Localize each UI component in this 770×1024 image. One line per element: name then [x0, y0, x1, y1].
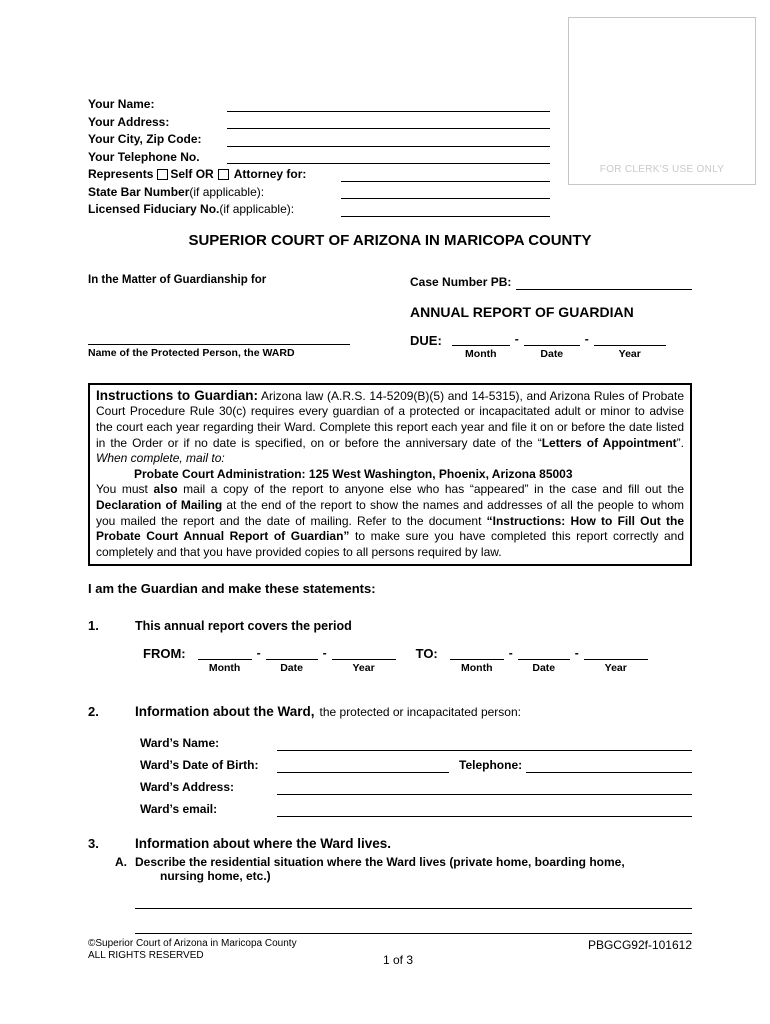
case-number-row — [410, 274, 692, 290]
due-date-input-line[interactable] — [524, 333, 580, 346]
your-city-zip-input-line[interactable] — [227, 133, 550, 147]
report-period-row — [143, 647, 692, 675]
instructions-text: also — [153, 482, 178, 497]
month-caption: Month — [465, 348, 497, 361]
instructions-text: “Instructions: How to Fill Out the Probate Court Annual Report of Guardian” — [96, 513, 684, 544]
section-2-subtitle: the protected or incapacitated person: — [319, 704, 521, 719]
to-label: TO: — [415, 646, 438, 662]
date-caption: Date — [280, 662, 303, 675]
filer-info-block — [88, 94, 550, 217]
residence-answer-line-2[interactable] — [135, 909, 692, 934]
date-caption: Date — [540, 348, 564, 361]
ward-dob-input-line[interactable] — [277, 759, 449, 773]
section-2-heading — [88, 704, 692, 720]
dash-separator: - — [584, 332, 589, 347]
instructions-text: Declaration of Mailing — [96, 498, 223, 513]
attorney-for-input-line[interactable] — [341, 168, 550, 182]
instructions-text: mail a copy of the report to anyone else who has “appeared” in the case and fill out the — [177, 482, 685, 497]
instructions-paragraph-1 — [96, 388, 684, 467]
section-1-title: This annual report covers the period — [135, 619, 352, 634]
case-number-input-line[interactable] — [516, 276, 692, 290]
section-1-heading — [88, 618, 692, 634]
from-label: FROM: — [143, 646, 186, 662]
due-label: DUE: — [410, 333, 442, 349]
statements-heading: I am the Guardian and make these statements: — [88, 581, 376, 597]
case-number-label: Case Number PB: — [410, 275, 512, 290]
due-year-input-line[interactable] — [594, 333, 666, 346]
item-a-text-line1: Describe the residential situation where the Ward lives (private home, boarding home, — [135, 854, 625, 869]
ward-name-row — [140, 729, 692, 751]
state-bar-input-line[interactable] — [341, 185, 550, 199]
dash-separator: - — [574, 646, 579, 661]
date-caption: Date — [532, 662, 556, 675]
protected-person-caption: Name of the Protected Person, the WARD — [88, 347, 295, 360]
attorney-checkbox[interactable] — [218, 169, 229, 180]
page-footer — [88, 938, 692, 967]
instructions-text: to make sure you have completed this report correctly and completely and that you have provided copies to all persons required by law. — [96, 529, 684, 559]
dash-separator: - — [322, 646, 327, 661]
section-2-number: 2. — [88, 703, 99, 719]
your-address-label: Your Address: — [88, 114, 170, 129]
residence-answer-line-1[interactable] — [135, 884, 692, 909]
item-a-row — [115, 855, 692, 884]
represents-label: Represents — [88, 167, 154, 182]
instructions-text: Arizona law (A.R.S. 14-5209(B)(5) and 14-5315), and Arizona Rules of Probate Court Procedure Rule 30(c) requires every guardian of a protected or incapacitated adult or minor to advise the court each year regarding their Ward. Complete this report each year and file it on or before the date listed in the Order or if no date is specified, on or before the anniversary date of the “ — [96, 388, 684, 450]
due-date-row — [410, 333, 692, 361]
represents-row — [88, 164, 550, 182]
ward-email-label: Ward’s email: — [140, 802, 218, 817]
fiduciary-note: (if applicable): — [219, 202, 295, 217]
page-number: 1 of 3 — [382, 953, 414, 967]
instructions-text: Letters of Appointment — [541, 435, 677, 450]
to-date-input-line[interactable] — [518, 647, 570, 660]
ward-email-input-line[interactable] — [277, 803, 692, 817]
your-name-input-line[interactable] — [227, 98, 550, 112]
page-title: SUPERIOR COURT OF ARIZONA IN MARICOPA COUNTY — [188, 231, 592, 249]
dash-separator: - — [514, 332, 519, 347]
dash-separator: - — [508, 646, 513, 661]
section-2-title: Information about the Ward, — [135, 703, 315, 719]
your-telephone-row — [88, 147, 550, 165]
year-caption: Year — [618, 348, 641, 361]
instructions-heading: Instructions to Guardian: — [96, 387, 258, 403]
ward-address-label: Ward’s Address: — [140, 780, 235, 795]
ward-address-input-line[interactable] — [277, 781, 692, 795]
ward-dob-label: Ward’s Date of Birth: — [140, 758, 259, 773]
item-a-text-line2: nursing home, etc.) — [160, 869, 271, 884]
your-name-row — [88, 94, 550, 112]
item-a-letter: A. — [115, 854, 127, 869]
from-date-input-line[interactable] — [266, 647, 318, 660]
section-1-number: 1. — [88, 618, 99, 634]
your-city-zip-label: Your City, Zip Code: — [88, 132, 202, 147]
your-name-label: Your Name: — [88, 97, 155, 112]
self-label: Self OR — [170, 167, 214, 182]
ward-address-row — [140, 773, 692, 795]
from-month-input-line[interactable] — [198, 647, 252, 660]
instructions-box — [88, 383, 692, 567]
state-bar-row — [88, 182, 550, 200]
state-bar-label: State Bar Number — [88, 184, 190, 199]
form-number: PBGCG92f-101612 — [587, 938, 692, 952]
due-month-input-line[interactable] — [452, 333, 510, 346]
report-title: ANNUAL REPORT OF GUARDIAN — [410, 303, 634, 320]
to-month-input-line[interactable] — [450, 647, 504, 660]
ward-telephone-input-line[interactable] — [526, 759, 692, 773]
dash-separator: - — [256, 646, 261, 661]
attorney-for-label: Attorney for: — [233, 167, 307, 182]
fiduciary-input-line[interactable] — [341, 203, 550, 217]
mail-to-address: Probate Court Administration: 125 West Washington, Phoenix, Arizona 85003 — [134, 466, 573, 481]
ward-email-row — [140, 795, 692, 817]
ward-name-label: Ward’s Name: — [140, 736, 220, 751]
footer-rights: ALL RIGHTS RESERVED — [88, 950, 204, 961]
matter-of-label: In the Matter of Guardianship for — [88, 273, 267, 286]
fiduciary-label: Licensed Fiduciary No. — [88, 202, 220, 217]
your-telephone-label: Your Telephone No. — [88, 149, 200, 164]
year-caption: Year — [604, 662, 627, 675]
month-caption: Month — [461, 662, 493, 675]
state-bar-note: (if applicable): — [189, 184, 265, 199]
from-year-input-line[interactable] — [332, 647, 396, 660]
case-caption-block — [88, 274, 692, 361]
fiduciary-row — [88, 199, 550, 217]
instructions-text: at the end of the report to show the names and addresses of all the people to whom you mailed the report and the date of mailing. Refer to the document — [96, 498, 684, 528]
to-year-input-line[interactable] — [584, 647, 648, 660]
instructions-paragraph-2 — [96, 482, 684, 560]
instructions-text: When complete, mail to: — [96, 451, 225, 466]
clerk-use-only-label: FOR CLERK'S USE ONLY — [599, 164, 725, 175]
year-caption: Year — [352, 662, 375, 675]
ward-name-input-line[interactable] — [277, 737, 692, 751]
your-telephone-input-line[interactable] — [227, 150, 550, 164]
your-city-zip-row — [88, 129, 550, 147]
month-caption: Month — [208, 662, 241, 675]
section-3-title: Information about where the Ward lives. — [135, 835, 392, 851]
self-checkbox[interactable] — [157, 169, 168, 180]
ward-telephone-label: Telephone: — [459, 758, 523, 773]
instructions-text: You must — [96, 482, 154, 497]
ward-dob-row — [140, 751, 692, 773]
your-address-input-line[interactable] — [227, 115, 550, 129]
your-address-row — [88, 112, 550, 130]
section-3-number: 3. — [88, 835, 99, 851]
protected-person-input-line[interactable] — [88, 344, 350, 345]
section-3-heading — [88, 836, 692, 852]
ward-info-fields — [140, 729, 692, 817]
footer-copyright: ©Superior Court of Arizona in Maricopa County — [88, 938, 297, 949]
instructions-text: ”. — [676, 435, 684, 450]
